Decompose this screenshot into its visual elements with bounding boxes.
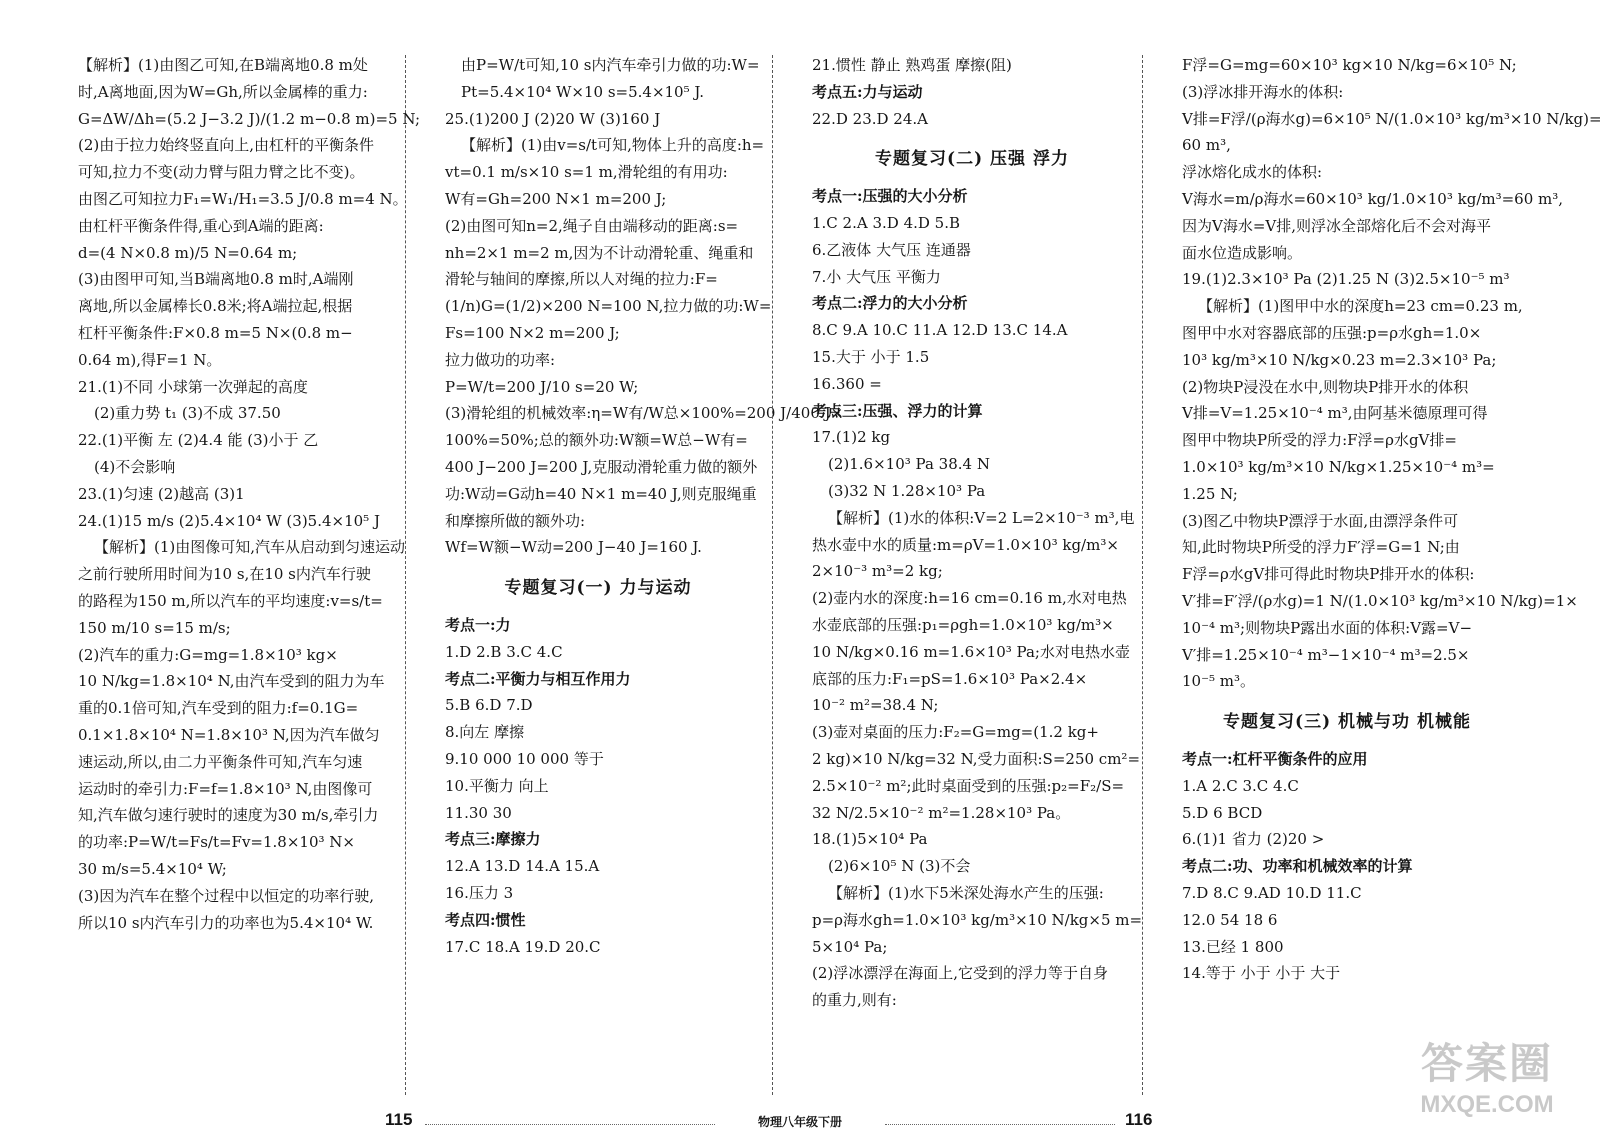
answer-line: Pt=5.4×10⁴ W×10 s=5.4×10⁵ J. xyxy=(461,82,704,101)
answer-line: (2)6×10⁵ N (3)不会 xyxy=(828,857,971,876)
answer-line: (3)浮冰排开海水的体积: xyxy=(1182,82,1344,101)
answer-line: 由图乙可知拉力F₁=W₁/H₁=3.5 J/0.8 m=4 N。 xyxy=(78,189,408,208)
topic-heading: 考点三:摩擦力 xyxy=(445,830,541,849)
footer-rule xyxy=(885,1124,1115,1125)
section-heading: 专题复习(二) 压强 浮力 xyxy=(875,149,1069,170)
column-4 xyxy=(1182,52,1602,987)
answer-line: V′排=1.25×10⁻⁴ m³−1×10⁻⁴ m³=2.5× xyxy=(1182,645,1470,664)
answer-line: 滑轮与轴间的摩擦,所以人对绳的拉力:F= xyxy=(445,270,718,289)
column-1 xyxy=(78,52,421,936)
answer-line: 10.平衡力 向上 xyxy=(445,776,549,795)
answer-line: 1.A 2.C 3.C 4.C xyxy=(1182,776,1299,795)
answer-line: (3)因为汽车在整个过程中以恒定的功率行驶, xyxy=(78,886,375,905)
answer-line: 16.压力 3 xyxy=(445,883,514,902)
answer-line: 22.(1)平衡 左 (2)4.4 能 (3)小于 乙 xyxy=(78,431,319,450)
topic-heading: 考点一:压强的大小分析 xyxy=(812,187,968,206)
answer-line: 12.A 13.D 14.A 15.A xyxy=(445,857,600,876)
answer-line: V′排=F′浮/(ρ水g)=1 N/(1.0×10³ kg/m³×10 N/kg)=1× xyxy=(1182,591,1578,610)
answer-line: 【解析】(1)由图像可知,汽车从启动到匀速运动 xyxy=(94,538,406,557)
topic-heading: 考点二:功、功率和机械效率的计算 xyxy=(1182,857,1413,876)
answer-line: (2)浮冰漂浮在海面上,它受到的浮力等于自身 xyxy=(812,964,1109,983)
answer-line: V排=V=1.25×10⁻⁴ m³,由阿基米德原理可得 xyxy=(1182,404,1488,423)
answer-line: 【解析】(1)水下5米深处海水产生的压强: xyxy=(828,883,1104,902)
answer-line: (2)1.6×10³ Pa 38.4 N xyxy=(828,455,990,474)
answer-line: nh=2×1 m=2 m,因为不计动滑轮重、绳重和 xyxy=(445,243,754,262)
answer-line: 拉力做功的功率: xyxy=(445,350,556,369)
answer-line: 30 m/s=5.4×10⁴ W; xyxy=(78,859,227,878)
answer-line: 由P=W/t可知,10 s内汽车牵引力做的功:W= xyxy=(461,56,760,74)
answer-line: 10⁻⁴ m³;则物块P露出水面的体积:V露=V− xyxy=(1182,618,1473,637)
answer-line: (2)由于拉力始终竖直向上,由杠杆的平衡条件 xyxy=(78,136,375,155)
answer-line: 21.惯性 静止 熟鸡蛋 摩擦(阻) xyxy=(812,56,1012,74)
answer-line: (2)物块P浸没在水中,则物块P排开水的体积 xyxy=(1182,377,1469,396)
answer-line: 15.大于 小于 1.5 xyxy=(812,347,930,366)
answer-line: 底部的压力:F₁=pS=1.6×10³ Pa×2.4× xyxy=(812,669,1088,688)
answer-line: 400 J−200 J=200 J,克服动滑轮重力做的额外 xyxy=(445,457,758,476)
answer-line: P=W/t=200 J/10 s=20 W; xyxy=(445,377,639,396)
answer-line: (4)不会影响 xyxy=(94,457,176,476)
answer-line: Fs=100 N×2 m=200 J; xyxy=(445,323,620,342)
page-number-left: 115 xyxy=(385,1110,413,1129)
answer-line: 19.(1)2.3×10³ Pa (2)1.25 N (3)2.5×10⁻⁵ m³ xyxy=(1182,270,1510,289)
answer-line: 13.已经 1 800 xyxy=(1182,937,1284,956)
answer-line: 22.D 23.D 24.A xyxy=(812,109,928,128)
answer-line: 0.1×1.8×10⁴ N=1.8×10³ N,因为汽车做匀 xyxy=(78,725,380,744)
answer-line: 6.(1)1 省力 (2)20 > xyxy=(1182,830,1325,849)
answer-line: 由杠杆平衡条件得,重心到A端的距离: xyxy=(78,216,324,235)
answer-line: G=ΔW/Δh=(5.2 J−3.2 J)/(1.2 m−0.8 m)=5 N; xyxy=(78,109,421,128)
column-3 xyxy=(812,52,1143,1014)
answer-line: 10⁻² m²=38.4 N; xyxy=(812,696,939,715)
answer-line: 图甲中水对容器底部的压强:p=ρ水gh=1.0× xyxy=(1182,323,1482,342)
answer-line: 因为V海水=V排,则浮冰全部熔化后不会对海平 xyxy=(1182,216,1492,235)
answer-line: 10 N/kg×0.16 m=1.6×10³ Pa;水对电热水壶 xyxy=(812,642,1130,661)
topic-heading: 考点二:浮力的大小分析 xyxy=(812,294,968,313)
topic-heading: 考点三:压强、浮力的计算 xyxy=(812,401,983,420)
answer-line: vt=0.1 m/s×10 s=1 m,滑轮组的有用功: xyxy=(445,163,728,182)
answer-line: 24.(1)15 m/s (2)5.4×10⁴ W (3)5.4×10⁵ J xyxy=(78,511,380,530)
answer-line: 知,此时物块P所受的浮力F′浮=G=1 N;由 xyxy=(1182,538,1460,557)
answer-line: Wf=W额−W动=200 J−40 J=160 J. xyxy=(445,538,702,557)
answer-line: (3)32 N 1.28×10³ Pa xyxy=(828,481,986,500)
answer-line: F浮=G=mg=60×10³ kg×10 N/kg=6×10⁵ N; xyxy=(1182,56,1517,74)
answer-line: 【解析】(1)由v=s/t可知,物体上升的高度:h= xyxy=(461,136,765,155)
answer-line: 【解析】(1)水的体积:V=2 L=2×10⁻³ m³,电 xyxy=(828,508,1135,527)
answer-line: 运动时的牵引力:F=f=1.8×10³ N,由图像可 xyxy=(78,779,373,798)
answer-line: 12.0 54 18 6 xyxy=(1182,910,1278,929)
answer-line: d=(4 N×0.8 m)/5 N=0.64 m; xyxy=(78,243,298,262)
answer-line: 所以10 s内汽车引力的功率也为5.4×10⁴ W. xyxy=(78,913,374,932)
answer-line: 18.(1)5×10⁴ Pa xyxy=(812,830,928,849)
answer-line: (1/n)G=(1/2)×200 N=100 N,拉力做的功:W= xyxy=(445,297,772,316)
watermark-url: MXQE.COM xyxy=(1420,1091,1554,1118)
page-number-right: 116 xyxy=(1125,1110,1153,1129)
answer-line: 8.向左 摩擦 xyxy=(445,723,525,742)
answer-line: W有=Gh=200 N×1 m=200 J; xyxy=(445,189,667,208)
page-footer xyxy=(0,1110,1600,1140)
answer-line: 5.B 6.D 7.D xyxy=(445,696,533,715)
answer-line: 【解析】(1)图甲中水的深度h=23 cm=0.23 m, xyxy=(1198,297,1523,316)
answer-line: 32 N/2.5×10⁻² m²=1.28×10³ Pa。 xyxy=(812,803,1071,822)
watermark-logo xyxy=(1412,1038,1562,1138)
topic-heading: 考点四:惯性 xyxy=(445,910,526,929)
answer-line: 5×10⁴ Pa; xyxy=(812,937,888,956)
answer-line: 浮冰熔化成水的体积: xyxy=(1182,163,1323,182)
answer-line: 2 kg)×10 N/kg=32 N,受力面积:S=250 cm²= xyxy=(812,749,1141,768)
answer-line: 100%=50%;总的额外功:W额=W总−W有= xyxy=(445,431,748,450)
answer-line: 16.360 = xyxy=(812,374,882,393)
answer-line: 离地,所以金属棒长0.8米;将A端拉起,根据 xyxy=(78,297,353,316)
answer-line: 杠杆平衡条件:F×0.8 m=5 N×(0.8 m− xyxy=(78,323,353,342)
answer-line: 重的0.1倍可知,汽车受到的阻力:f=0.1G= xyxy=(78,699,359,718)
answer-line: F浮=ρ水gV排可得此时物块P排开水的体积: xyxy=(1182,565,1475,584)
answer-line: 21.(1)不同 小球第一次弹起的高度 xyxy=(78,377,308,396)
answer-line: 10³ kg/m³×10 N/kg×0.23 m=2.3×10³ Pa; xyxy=(1182,350,1497,369)
answer-line: (2)重力势 t₁ (3)不成 37.50 xyxy=(94,404,281,423)
answer-line: (3)图乙中物块P漂浮于水面,由漂浮条件可 xyxy=(1182,511,1459,530)
answer-line: 17.C 18.A 19.D 20.C xyxy=(445,937,601,956)
answer-line: 7.D 8.C 9.AD 10.D 11.C xyxy=(1182,883,1362,902)
answer-line: 知,汽车做匀速行驶时的速度为30 m/s,牵引力 xyxy=(78,806,379,825)
column-divider xyxy=(405,55,406,1095)
answer-line: 2×10⁻³ m³=2 kg; xyxy=(812,562,943,581)
section-heading: 专题复习(一) 力与运动 xyxy=(504,578,692,599)
answer-line: 6.乙液体 大气压 连通器 xyxy=(812,240,971,259)
answer-line: 速运动,所以,由二力平衡条件可知,汽车匀速 xyxy=(78,752,363,771)
answer-line: 60 m³, xyxy=(1182,136,1231,155)
topic-heading: 考点一:杠杆平衡条件的应用 xyxy=(1182,749,1368,768)
watermark-text: 答案圈 xyxy=(1420,1040,1553,1087)
page-gutter xyxy=(772,55,773,1095)
answer-line: (3)由图甲可知,当B端离地0.8 m时,A端刚 xyxy=(78,270,354,289)
answer-line: 8.C 9.A 10.C 11.A 12.D 13.C 14.A xyxy=(812,321,1068,340)
answer-line: 9.10 000 10 000 等于 xyxy=(445,749,604,768)
column-2 xyxy=(445,52,844,960)
topic-heading: 考点二:平衡力与相互作用力 xyxy=(445,669,631,688)
answer-line: 图甲中物块P所受的浮力:F浮=ρ水gV排= xyxy=(1182,431,1457,450)
topic-heading: 考点一:力 xyxy=(445,615,511,634)
column-divider xyxy=(1142,55,1143,1095)
answer-line: 17.(1)2 kg xyxy=(812,428,891,447)
answer-line: (2)由图可知n=2,绳子自由端移动的距离:s= xyxy=(445,216,739,235)
answer-line: 11.30 30 xyxy=(445,803,512,822)
footer-rule xyxy=(425,1124,715,1125)
answer-line: 0.64 m),得F=1 N。 xyxy=(78,350,222,369)
answer-line: 的路程为150 m,所以汽车的平均速度:v=s/t= xyxy=(78,591,383,610)
answer-line: (3)滑轮组的机械效率:η=W有/W总×100%=200 J/400 J× xyxy=(445,404,844,423)
answer-line: 和摩擦所做的额外功: xyxy=(445,511,586,530)
answer-line: 时,A离地面,因为W=Gh,所以金属棒的重力: xyxy=(78,82,368,101)
answer-line: (3)壶对桌面的压力:F₂=G=mg=(1.2 kg+ xyxy=(812,723,1099,742)
answer-line: p=ρ海水gh=1.0×10³ kg/m³×10 N/kg×5 m= xyxy=(812,910,1143,929)
section-heading: 专题复习(三) 机械与功 机械能 xyxy=(1223,712,1471,733)
answer-line: 功:W动=G动h=40 N×1 m=40 J,则克服绳重 xyxy=(445,484,757,503)
answer-line: 的功率:P=W/t=Fs/t=Fv=1.8×10³ N× xyxy=(78,833,355,852)
answer-line: (2)汽车的重力:G=mg=1.8×10³ kg× xyxy=(78,645,338,664)
answer-line: 之前行驶所用时间为10 s,在10 s内汽车行驶 xyxy=(78,565,371,584)
answer-line: 1.25 N; xyxy=(1182,484,1238,503)
answer-line: 10⁻⁵ m³。 xyxy=(1182,672,1256,691)
answer-line: 5.D 6 BCD xyxy=(1182,803,1263,822)
answer-line: 2.5×10⁻² m²;此时桌面受到的压强:p₂=F₂/S= xyxy=(812,776,1125,795)
answer-line: 7.小 大气压 平衡力 xyxy=(812,267,941,286)
answer-line: 面水位造成影响。 xyxy=(1182,243,1303,262)
answer-line: 水壶底部的压强:p₁=ρgh=1.0×10³ kg/m³× xyxy=(812,615,1114,634)
answer-line: V排=F浮/(ρ海水g)=6×10⁵ N/(1.0×10³ kg/m³×10 N/kg)= xyxy=(1182,109,1602,128)
answer-line: 23.(1)匀速 (2)越高 (3)1 xyxy=(78,484,245,503)
answer-line: 1.0×10³ kg/m³×10 N/kg×1.25×10⁻⁴ m³= xyxy=(1182,457,1495,476)
answer-line: 1.C 2.A 3.D 4.D 5.B xyxy=(812,213,961,232)
topic-heading: 考点五:力与运动 xyxy=(812,82,923,101)
book-title: 物理八年级下册 xyxy=(757,1115,842,1129)
answer-line: 150 m/10 s=15 m/s; xyxy=(78,618,231,637)
answer-line: 的重力,则有: xyxy=(812,991,897,1010)
answer-line: 25.(1)200 J (2)20 W (3)160 J xyxy=(445,109,661,128)
answer-line: 10 N/kg=1.8×10⁴ N,由汽车受到的阻力为车 xyxy=(78,672,385,691)
answer-line: V海水=m/ρ海水=60×10³ kg/1.0×10³ kg/m³=60 m³, xyxy=(1182,189,1564,208)
answer-line: 可知,拉力不变(动力臂与阻力臂之比不变)。 xyxy=(78,163,365,182)
answer-line: 热水壶中水的质量:m=ρV=1.0×10³ kg/m³× xyxy=(812,535,1119,554)
answer-line: (2)壶内水的深度:h=16 cm=0.16 m,水对电热 xyxy=(812,589,1127,608)
answer-line: 【解析】(1)由图乙可知,在B端离地0.8 m处 xyxy=(78,56,368,74)
answer-line: 14.等于 小于 小于 大于 xyxy=(1182,964,1341,983)
answer-line: 1.D 2.B 3.C 4.C xyxy=(445,642,563,661)
